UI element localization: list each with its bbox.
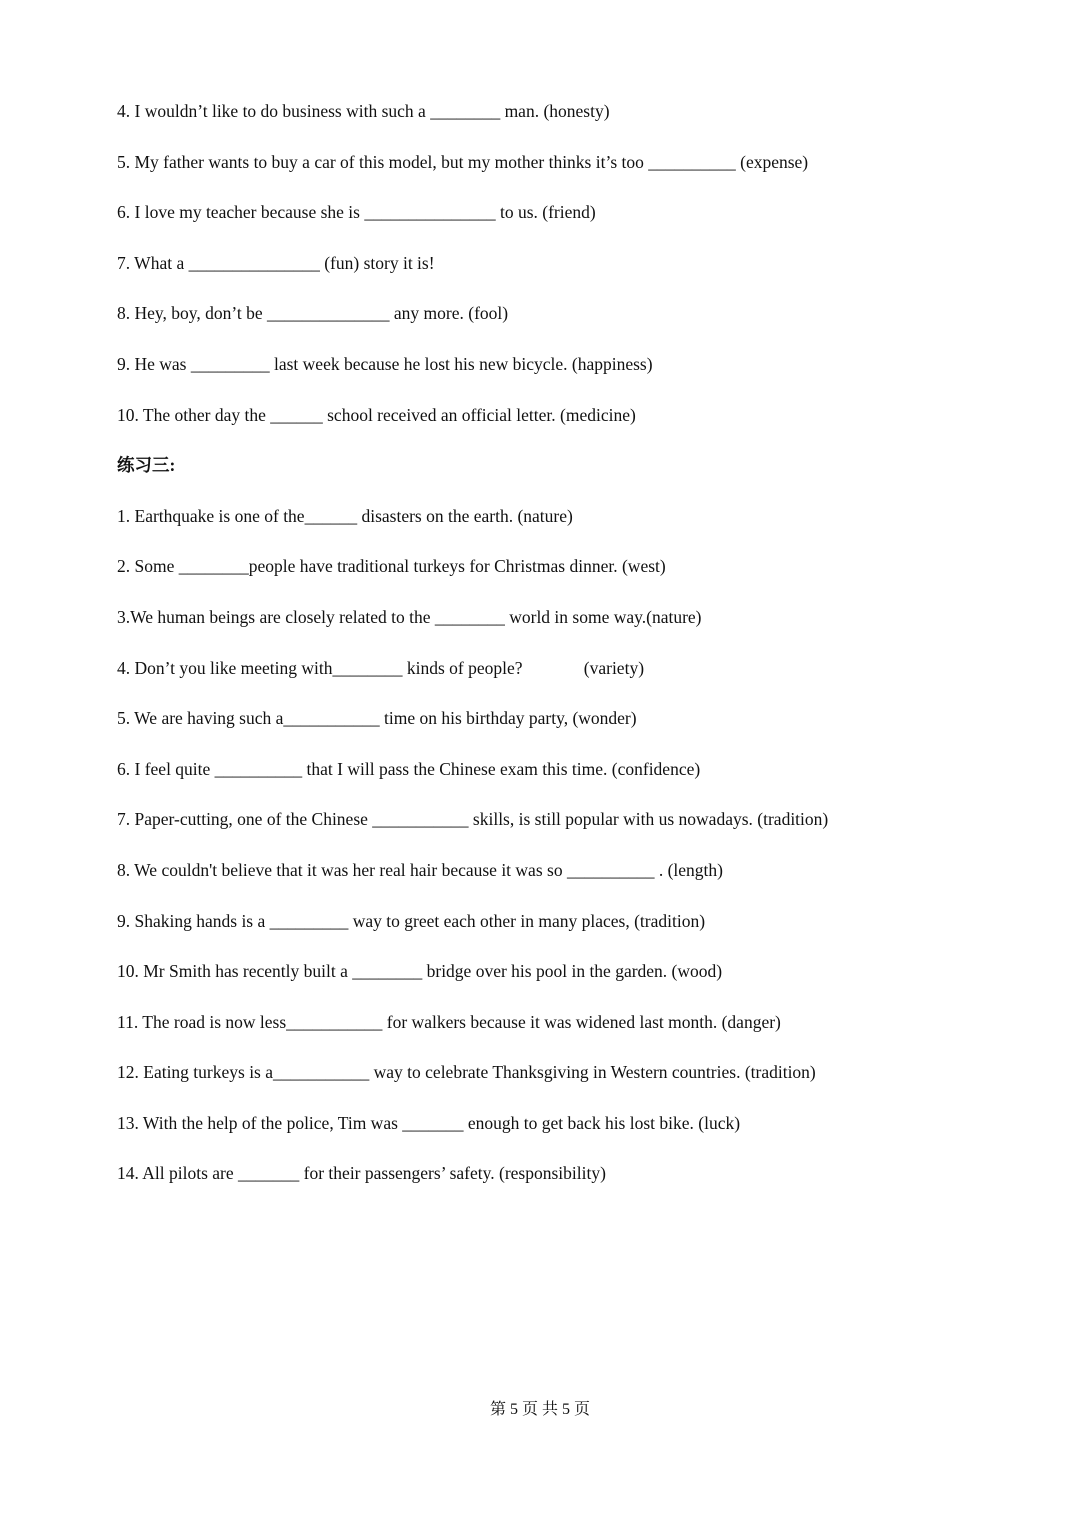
exercise-item: 11. The road is now less___________ for walkers because it was widened last month. (danger) xyxy=(117,1011,781,1032)
exercise-item: 5. My father wants to buy a car of this model, but my mother thinks it’s too __________ (expense) xyxy=(117,151,809,172)
exercise-item: 4. Don’t you like meeting with________ kinds of people? (variety) xyxy=(117,657,645,678)
exercise-item: 3.We human beings are closely related to the ________ world in some way.(nature) xyxy=(117,606,702,627)
exercise-item: 8. We couldn't believe that it was her real hair because it was so __________ . (length) xyxy=(117,859,723,880)
exercise-lines xyxy=(117,96,1017,1209)
exercise-item: 1. Earthquake is one of the______ disasters on the earth. (nature) xyxy=(117,505,573,526)
exercise-item: 10. The other day the ______ school received an official letter. (medicine) xyxy=(117,404,636,425)
exercise-item: 5. We are having such a___________ time on his birthday party, (wonder) xyxy=(117,708,637,729)
exercise-item: 7. What a _______________ (fun) story it is! xyxy=(117,252,435,273)
exercise-item: 13. With the help of the police, Tim was _______ enough to get back his lost bike. (luck) xyxy=(117,1112,741,1133)
exercise-item: 4. I wouldn’t like to do business with such a ________ man. (honesty) xyxy=(117,101,610,121)
exercise-item: 2. Some ________people have traditional turkeys for Christmas dinner. (west) xyxy=(117,556,666,577)
exercise-item: 8. Hey, boy, don’t be ______________ any more. (fool) xyxy=(117,303,509,324)
exercise-item: 14. All pilots are _______ for their passengers’ safety. (responsibility) xyxy=(117,1163,606,1184)
exercise-item: 6. I love my teacher because she is _______________ to us. (friend) xyxy=(117,202,596,223)
section-heading: 练习三: xyxy=(117,455,176,476)
exercise-item: 6. I feel quite __________ that I will pass the Chinese exam this time. (confidence) xyxy=(117,758,701,779)
exercise-item: 7. Paper-cutting, one of the Chinese ___________ skills, is still popular with us nowadays. (tradition) xyxy=(117,809,829,830)
exercise-item: 9. Shaking hands is a _________ way to greet each other in many places, (tradition) xyxy=(117,910,706,931)
exercise-item: 12. Eating turkeys is a___________ way to celebrate Thanksgiving in Western countries. (tradition) xyxy=(117,1062,816,1083)
page-number-footer: 第 5 页 共 5 页 xyxy=(489,1401,590,1418)
exercise-item: 10. Mr Smith has recently built a ________ bridge over his pool in the garden. (wood) xyxy=(117,961,723,982)
exercise-item: 9. He was _________ last week because he lost his new bicycle. (happiness) xyxy=(117,353,653,374)
